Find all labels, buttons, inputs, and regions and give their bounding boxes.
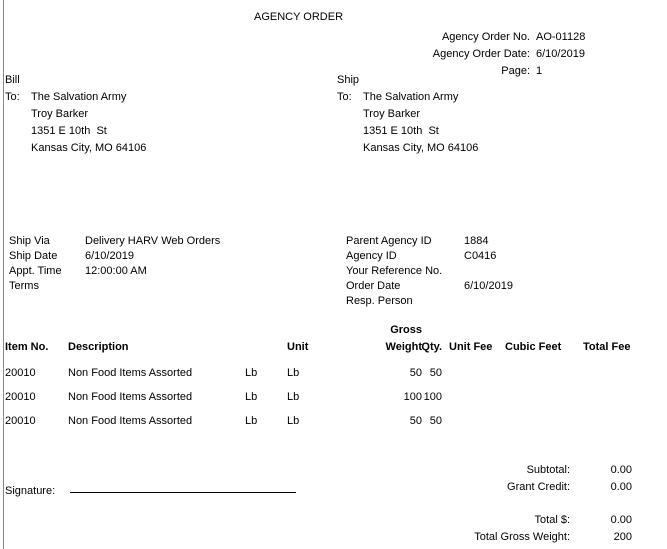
total-gross-weight-label: Total Gross Weight: [474, 531, 570, 543]
total-gross-weight-value: 200 [613, 531, 632, 543]
order-date-label: Order Date [346, 280, 401, 292]
ship-to-line-4: Kansas City, MO 64106 [363, 142, 479, 154]
table-row: Lb [245, 367, 258, 379]
column-header-unit: Unit [287, 341, 309, 353]
agency-id-label: Agency ID [346, 250, 397, 262]
page-left-rule [3, 0, 4, 549]
column-header-qty: Qty. [421, 341, 442, 353]
table-row: Lb [245, 391, 258, 403]
bill-to-caption-line1: Bill [5, 74, 20, 86]
total-dollars-value: 0.00 [610, 514, 632, 526]
appt-time-value: 12:00:00 AM [85, 265, 147, 277]
subtotal-label: Subtotal: [526, 464, 570, 476]
table-row: 20010 [5, 367, 36, 379]
table-row: Lb [245, 415, 258, 427]
table-row: 50 [409, 415, 422, 427]
column-header-description: Description [68, 341, 129, 353]
table-row: 100 [403, 391, 422, 403]
bill-to-line-1: The Salvation Army [31, 91, 127, 103]
column-header-item-no: Item No. [5, 341, 49, 353]
page-number-value: 1 [536, 65, 543, 77]
signature-line [70, 492, 296, 493]
subtotal-value: 0.00 [610, 464, 632, 476]
grant-credit-label: Grant Credit: [507, 481, 570, 493]
appt-time-label: Appt. Time [9, 265, 62, 277]
bill-to-line-3: 1351 E 10th St [31, 125, 107, 137]
ship-to-line-1: The Salvation Army [363, 91, 459, 103]
column-header-unit-fee: Unit Fee [449, 341, 493, 353]
ship-to-caption-line1: Ship [337, 74, 360, 86]
parent-agency-id-value: 1884 [464, 235, 489, 247]
resp-person-label: Resp. Person [346, 295, 413, 307]
ship-to-line-3: 1351 E 10th St [363, 125, 439, 137]
column-header-total-fee: Total Fee [583, 341, 631, 353]
ship-via-label: Ship Via [9, 235, 50, 247]
page-number-label: Page: [501, 65, 530, 77]
agency-order-date-label: Agency Order Date: [432, 48, 530, 60]
grant-credit-value: 0.00 [610, 481, 632, 493]
table-row: 50 [429, 415, 442, 427]
agency-order-date-value: 6/10/2019 [536, 48, 585, 60]
column-header-cubic-feet: Cubic Feet [505, 341, 562, 353]
bill-to-line-2: Troy Barker [31, 108, 89, 120]
ship-date-label: Ship Date [9, 250, 58, 262]
table-row: Non Food Items Assorted [68, 367, 193, 379]
bill-to-line-4: Kansas City, MO 64106 [31, 142, 147, 154]
table-row: 20010 [5, 415, 36, 427]
table-row: Non Food Items Assorted [68, 391, 193, 403]
table-row: Lb [287, 415, 300, 427]
ship-via-value: Delivery HARV Web Orders [85, 235, 221, 247]
agency-order-no-label: Agency Order No. [441, 31, 530, 43]
ship-to-caption-line2: To: [337, 91, 352, 103]
table-row: 20010 [5, 391, 36, 403]
table-row: 50 [429, 367, 442, 379]
table-row: Lb [287, 391, 300, 403]
table-row: Non Food Items Assorted [68, 415, 193, 427]
your-reference-no-label: Your Reference No. [346, 265, 443, 277]
table-row: 50 [409, 367, 422, 379]
column-header-gross: Gross [390, 324, 422, 336]
parent-agency-id-label: Parent Agency ID [346, 235, 432, 247]
page-title: AGENCY ORDER [254, 11, 344, 23]
ship-to-line-2: Troy Barker [363, 108, 421, 120]
column-header-weight: Weight [385, 341, 422, 353]
agency-order-no-value: AO-01128 [536, 31, 586, 43]
order-date-value: 6/10/2019 [464, 280, 513, 292]
agency-id-value: C0416 [464, 250, 497, 262]
table-row: 100 [423, 391, 442, 403]
ship-date-value: 6/10/2019 [85, 250, 134, 262]
total-dollars-label: Total $: [534, 514, 570, 526]
bill-to-caption-line2: To: [5, 91, 20, 103]
table-row: Lb [287, 367, 300, 379]
terms-label: Terms [9, 280, 39, 292]
signature-label: Signature: [5, 485, 56, 497]
